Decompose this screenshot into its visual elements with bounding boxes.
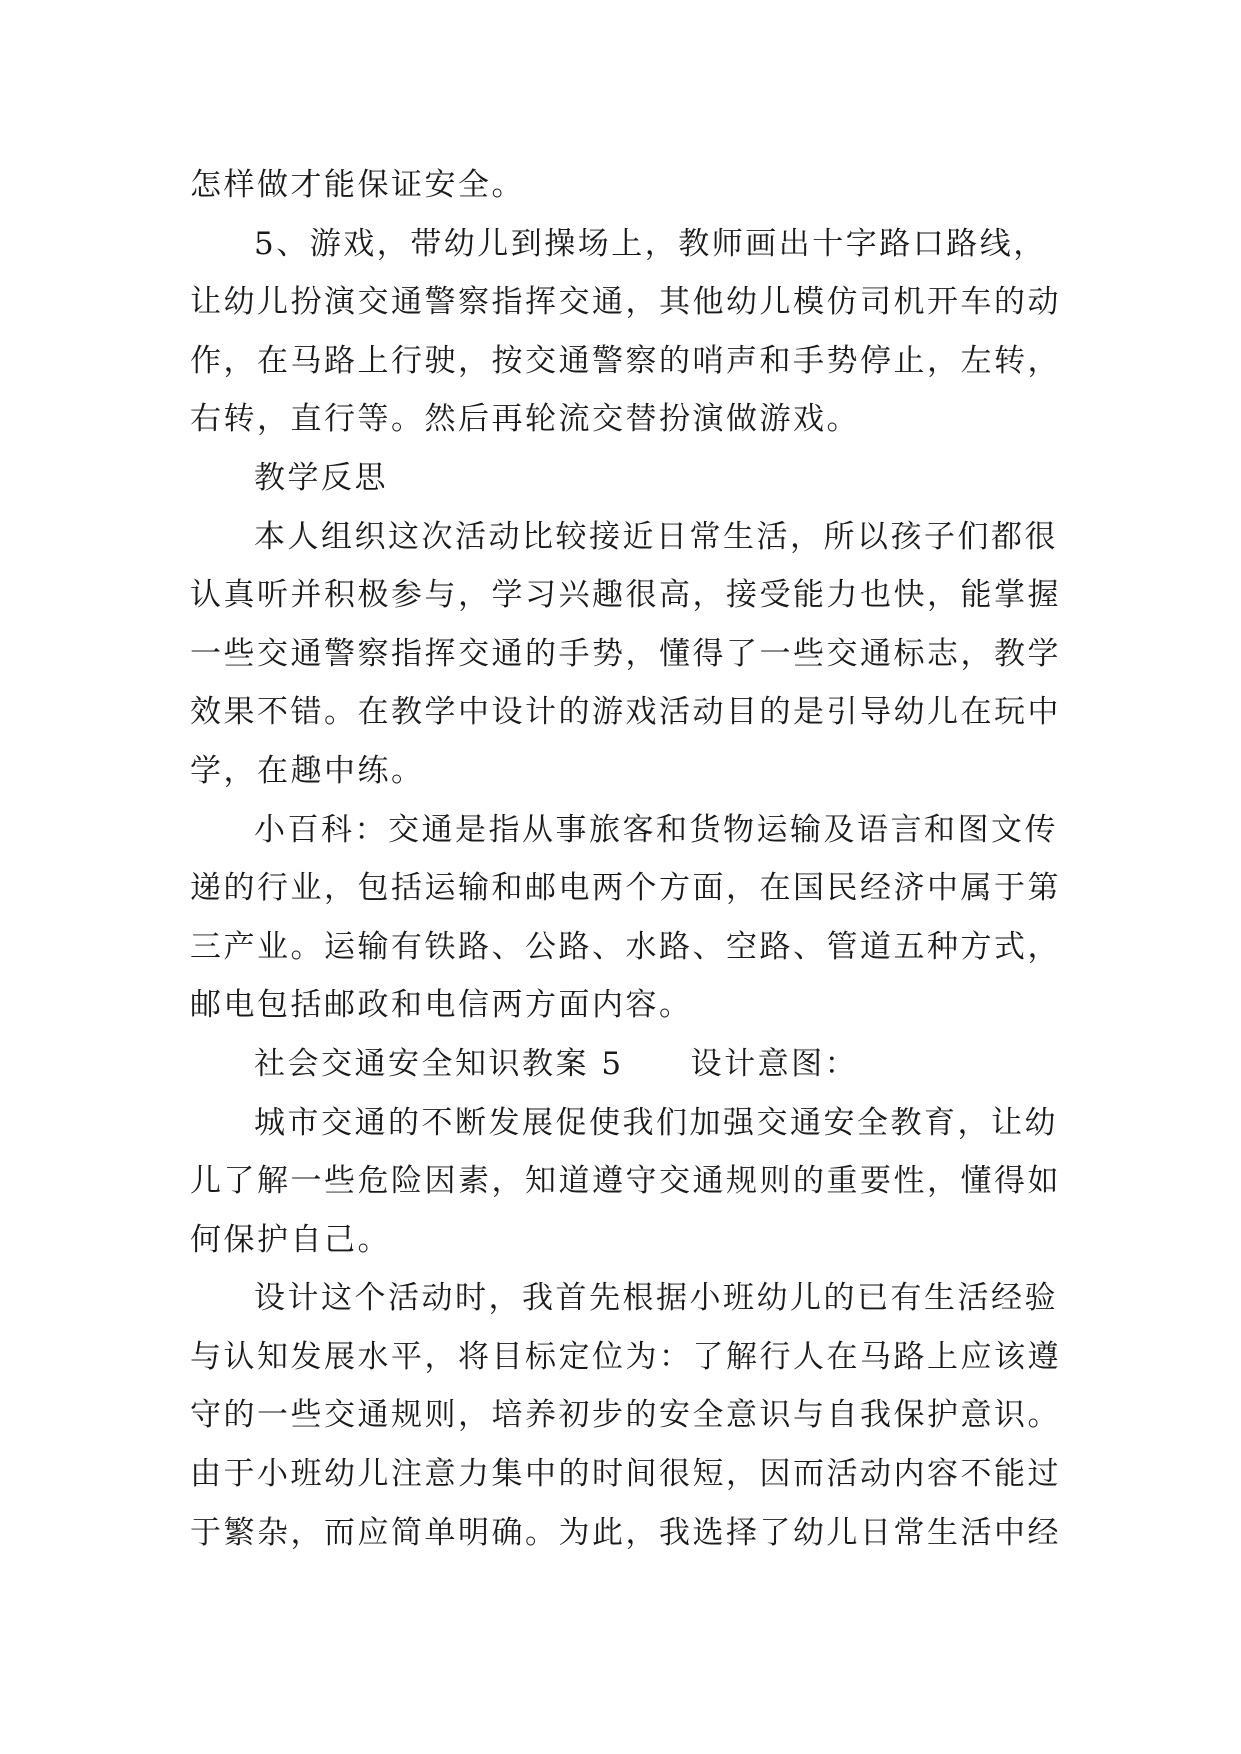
text-line: 三产业。运输有铁路、公路、水路、空路、管道五种方式， <box>190 928 1061 965</box>
text-line: 儿了解一些危险因素，知道遵守交通规则的重要性，懂得如 <box>190 1163 1061 1200</box>
text-line: 社会交通安全知识教案 5 设计意图： <box>254 1045 859 1082</box>
text-line: 设计这个活动时，我首先根据小班幼儿的已有生活经验 <box>254 1280 1058 1317</box>
text-line: 右转，直行等。然后再轮流交替扮演做游戏。 <box>190 401 860 438</box>
text-line: 教学反思 <box>254 459 388 496</box>
text-line: 作，在马路上行驶，按交通警察的哨声和手势停止，左转， <box>190 342 1061 379</box>
text-line: 5、游戏，带幼儿到操场上，教师画出十字路口路线， <box>254 225 1047 262</box>
text-line: 邮电包括邮政和电信两方面内容。 <box>190 987 693 1024</box>
text-line: 效果不错。在教学中设计的游戏活动目的是引导幼儿在玩中 <box>190 694 1061 731</box>
text-line: 怎样做才能保证安全。 <box>190 167 525 203</box>
text-line: 本人组织这次活动比较接近日常生活，所以孩子们都很 <box>254 518 1058 555</box>
text-line: 由于小班幼儿注意力集中的时间很短，因而活动内容不能过 <box>190 1456 1061 1493</box>
text-line: 递的行业，包括运输和邮电两个方面，在国民经济中属于第 <box>190 870 1061 907</box>
text-line: 城市交通的不断发展促使我们加强交通安全教育，让幼 <box>254 1104 1058 1141</box>
text-line: 守的一些交通规则，培养初步的安全意识与自我保护意识。 <box>190 1397 1061 1434</box>
text-line: 学，在趣中练。 <box>190 752 425 789</box>
text-line: 认真听并积极参与，学习兴趣很高，接受能力也快，能掌握 <box>190 577 1061 614</box>
text-line: 小百科：交通是指从事旅客和货物运输及语言和图文传 <box>254 811 1058 848</box>
document-body <box>190 156 1066 1562</box>
text-line: 与认知发展水平，将目标定位为：了解行人在马路上应该遵 <box>190 1338 1061 1375</box>
text-line: 让幼儿扮演交通警察指挥交通，其他幼儿模仿司机开车的动 <box>190 284 1061 321</box>
text-line: 何保护自己。 <box>190 1221 391 1258</box>
text-line: 一些交通警察指挥交通的手势，懂得了一些交通标志，教学 <box>190 635 1061 672</box>
text-line: 于繁杂，而应简单明确。为此，我选择了幼儿日常生活中经 <box>190 1514 1061 1551</box>
